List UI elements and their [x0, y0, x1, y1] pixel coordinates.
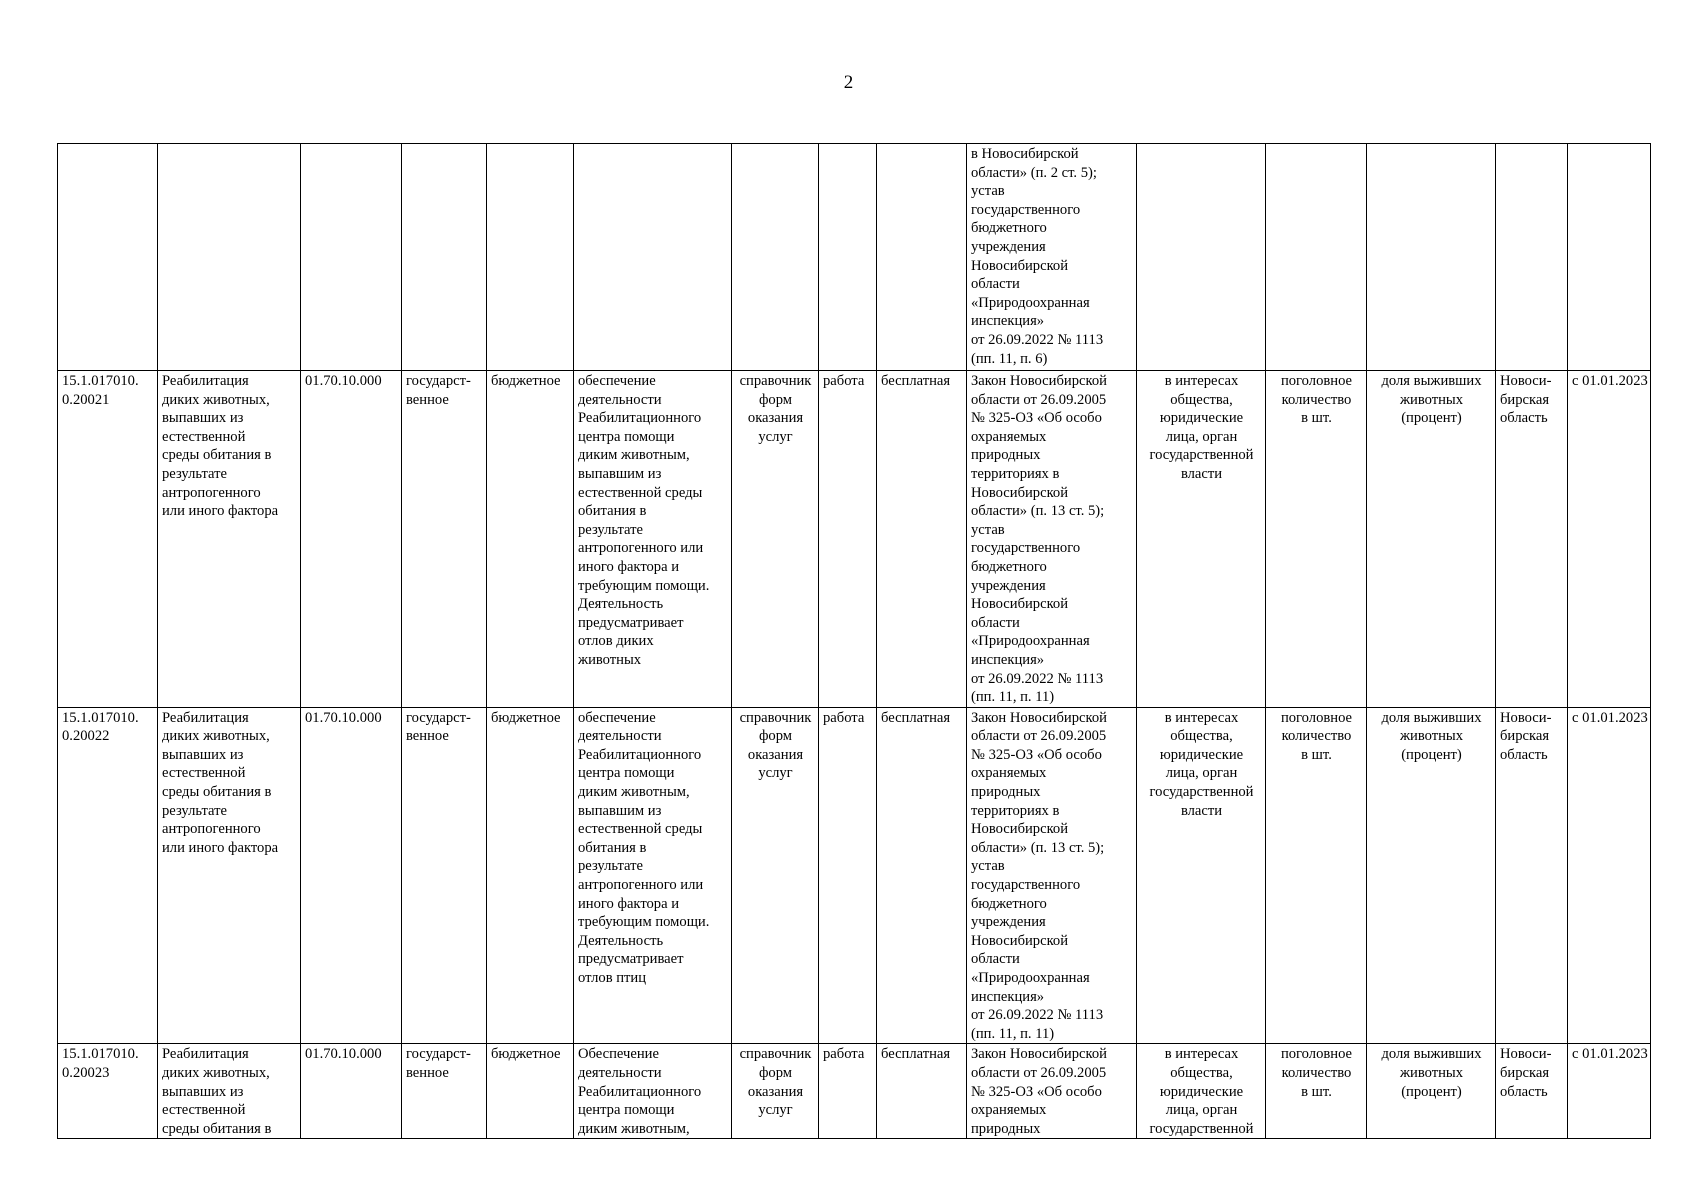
text-line: животных	[578, 651, 642, 668]
text-line: справочник	[739, 1046, 812, 1063]
text-line: справочник	[739, 709, 812, 726]
quality-indicator-cell	[1367, 371, 1496, 708]
service-content-cell	[574, 1044, 732, 1139]
text-line: устав	[971, 858, 1005, 875]
text-line: диким животным,	[578, 784, 690, 801]
text-line: доля выживших	[1381, 1046, 1482, 1063]
text-line: в интересах	[1164, 373, 1239, 389]
text-line: природных	[971, 447, 1041, 464]
table-row	[58, 144, 1651, 371]
text-line: бюджетное	[491, 1046, 561, 1063]
quality-indicator-cell	[1367, 1044, 1496, 1139]
text-line: отлов диких	[578, 633, 654, 650]
text-line: области от 26.09.2005	[971, 391, 1107, 408]
text-line: работа	[823, 373, 865, 389]
text-line: в шт.	[1301, 410, 1332, 427]
text-line: области» (п. 13 ст. 5);	[971, 839, 1105, 856]
text-line: (пп. 11, п. 11)	[971, 689, 1055, 706]
text-line: в интересах	[1164, 709, 1239, 726]
service-type-cell	[402, 1044, 487, 1139]
institution-type-cell	[487, 371, 574, 708]
service-content-cell	[574, 707, 732, 1044]
volume-indicator-cell	[1266, 1044, 1367, 1139]
text-line: среды обитания в	[162, 447, 272, 464]
text-line: области от 26.09.2005	[971, 1064, 1107, 1081]
text-line: государст-	[406, 1046, 471, 1063]
legal-basis-cell	[967, 1044, 1137, 1139]
text-line: природных	[971, 1120, 1041, 1137]
start-date-cell	[1568, 707, 1651, 1044]
text-line: 15.1.017010.	[62, 1046, 139, 1063]
service-name-cell	[158, 371, 301, 708]
text-line: области	[971, 614, 1020, 631]
text-line: форм	[758, 728, 793, 745]
text-line: венное	[406, 391, 449, 408]
text-line: естественной среды	[578, 484, 703, 501]
text-line: количество	[1281, 391, 1352, 408]
text-line: инспекция»	[971, 988, 1045, 1005]
text-line: от 26.09.2022 № 1113	[971, 331, 1104, 348]
text-line: 0.20023	[62, 1064, 110, 1081]
text-line: Новоси-	[1500, 373, 1552, 389]
consumers-cell	[1137, 1044, 1266, 1139]
text-line: Новоси-	[1500, 1046, 1552, 1063]
text-line: бирская	[1500, 391, 1550, 408]
text-line: государственного	[971, 540, 1081, 557]
text-line: доля выживших	[1381, 709, 1482, 726]
text-line: выпавших из	[162, 1083, 244, 1100]
text-line: Новосибирской	[971, 484, 1069, 501]
text-line: деятельности	[578, 1064, 662, 1081]
text-line: территориях в	[971, 802, 1060, 819]
text-line: учреждения	[971, 914, 1046, 931]
text-line: Новосибирской	[971, 821, 1069, 838]
text-line: иного фактора и	[578, 895, 680, 912]
okved-code-cell	[301, 144, 402, 371]
text-line: № 325-ОЗ «Об особо	[971, 410, 1102, 427]
text-line: 0.20022	[62, 728, 110, 745]
service-name-cell	[158, 707, 301, 1044]
text-line: в шт.	[1301, 746, 1332, 763]
text-line: инспекция»	[971, 651, 1045, 668]
text-line: юридические	[1159, 1083, 1244, 1100]
text-line: (процент)	[1401, 1083, 1462, 1100]
text-line: 01.70.10.000	[305, 709, 382, 726]
text-line: поголовное	[1280, 1046, 1353, 1063]
region-cell	[1496, 707, 1568, 1044]
text-line: диких животных,	[162, 728, 270, 745]
service-code-cell	[58, 1044, 158, 1139]
text-line: антропогенного	[162, 821, 261, 838]
start-date-cell	[1568, 371, 1651, 708]
category-cell	[819, 144, 877, 371]
text-line: Новосибирской	[971, 932, 1069, 949]
text-line: выпавших из	[162, 410, 244, 427]
text-line: лица, орган	[1165, 1102, 1238, 1119]
text-line: иного фактора и	[578, 558, 680, 575]
text-line: Обеспечение	[578, 1046, 659, 1063]
text-line: общества,	[1170, 391, 1233, 408]
text-line: общества,	[1170, 728, 1233, 745]
institution-type-cell	[487, 1044, 574, 1139]
text-line: юридические	[1159, 746, 1244, 763]
text-line: количество	[1281, 1064, 1352, 1081]
volume-indicator-cell	[1266, 707, 1367, 1044]
registry-table	[57, 143, 1651, 1139]
text-line: услуг	[758, 765, 793, 782]
service-name-cell	[158, 144, 301, 371]
text-line: форм	[758, 391, 793, 408]
text-line: «Природоохранная	[971, 294, 1090, 311]
page-number: 2	[843, 72, 854, 93]
text-line: обитания в	[578, 503, 647, 520]
text-line: с 01.01.2023	[1572, 1046, 1648, 1063]
region-cell	[1496, 371, 1568, 708]
text-line: выпавшим из	[578, 465, 662, 482]
text-line: Деятельность	[578, 932, 664, 949]
text-line: бюджетного	[971, 558, 1047, 575]
text-line: Новосибирской	[971, 257, 1069, 274]
text-line: Реабилитационного	[578, 746, 702, 763]
text-line: государственного	[971, 877, 1081, 894]
text-line: от 26.09.2022 № 1113	[971, 1007, 1104, 1024]
text-line: форм	[758, 1064, 793, 1081]
text-line: центра помощи	[578, 428, 675, 445]
text-line: (пп. 11, п. 6)	[971, 350, 1048, 367]
text-line: 01.70.10.000	[305, 373, 382, 389]
text-line: результате	[162, 465, 227, 482]
service-name-cell	[158, 1044, 301, 1139]
text-line: государственного	[971, 201, 1081, 218]
quality-indicator-cell	[1367, 707, 1496, 1044]
text-line: антропогенного или	[578, 540, 704, 557]
text-line: обитания в	[578, 839, 647, 856]
text-line: учреждения	[971, 577, 1046, 594]
region-cell	[1496, 144, 1568, 371]
service-code-cell	[58, 707, 158, 1044]
text-line: государст-	[406, 373, 471, 389]
text-line: Деятельность	[578, 596, 664, 613]
text-line: природных	[971, 784, 1041, 801]
text-line: Закон Новосибирской	[971, 709, 1107, 726]
text-line: естественной	[162, 428, 246, 445]
fee-cell	[877, 1044, 967, 1139]
volume-indicator-cell	[1266, 371, 1367, 708]
service-content-cell	[574, 371, 732, 708]
fee-cell	[877, 371, 967, 708]
consumers-cell	[1137, 371, 1266, 708]
text-line: охраняемых	[971, 765, 1047, 782]
category-cell	[819, 1044, 877, 1139]
okved-code-cell	[301, 707, 402, 1044]
region-cell	[1496, 1044, 1568, 1139]
text-line: устав	[971, 521, 1005, 538]
text-line: обеспечение	[578, 373, 656, 389]
text-line: оказания	[747, 1083, 804, 1100]
text-line: юридические	[1159, 410, 1244, 427]
text-line: предусматривает	[578, 614, 684, 631]
text-line: бирская	[1500, 1064, 1550, 1081]
text-line: бесплатная	[881, 1046, 951, 1063]
text-line: бюджетного	[971, 220, 1047, 237]
text-line: Реабилитационного	[578, 1083, 702, 1100]
okved-code-cell	[301, 371, 402, 708]
text-line: отлов птиц	[578, 970, 647, 986]
text-line: охраняемых	[971, 1102, 1047, 1119]
volume-indicator-cell	[1266, 144, 1367, 371]
quality-indicator-cell	[1367, 144, 1496, 371]
unit-cell	[732, 1044, 819, 1139]
text-line: Новоси-	[1500, 709, 1552, 726]
text-line: работа	[823, 709, 865, 726]
text-line: область	[1500, 746, 1548, 763]
text-line: требующим помощи.	[578, 914, 710, 931]
text-line: Закон Новосибирской	[971, 373, 1107, 389]
legal-basis-cell	[967, 371, 1137, 708]
text-line: территориях в	[971, 465, 1060, 482]
unit-cell	[732, 144, 819, 371]
text-line: Реабилитация	[162, 373, 249, 389]
text-line: услуг	[758, 1102, 793, 1119]
text-line: «Природоохранная	[971, 633, 1090, 650]
start-date-cell	[1568, 144, 1651, 371]
table-row	[58, 1044, 1651, 1139]
text-line: инспекция»	[971, 313, 1045, 330]
text-line: от 26.09.2022 № 1113	[971, 670, 1104, 687]
text-line: антропогенного или	[578, 877, 704, 894]
text-line: предусматривает	[578, 951, 684, 968]
text-line: устав	[971, 183, 1005, 200]
text-line: Закон Новосибирской	[971, 1046, 1107, 1063]
service-type-cell	[402, 707, 487, 1044]
institution-type-cell	[487, 707, 574, 1044]
okved-code-cell	[301, 1044, 402, 1139]
fee-cell	[877, 144, 967, 371]
institution-type-cell	[487, 144, 574, 371]
start-date-cell	[1568, 1044, 1651, 1139]
fee-cell	[877, 707, 967, 1044]
text-line: № 325-ОЗ «Об особо	[971, 1083, 1102, 1100]
text-line: (пп. 11, п. 11)	[971, 1025, 1055, 1042]
text-line: выпавшим из	[578, 802, 662, 819]
category-cell	[819, 707, 877, 1044]
text-line: область	[1500, 410, 1548, 427]
unit-cell	[732, 707, 819, 1044]
text-line: 15.1.017010.	[62, 709, 139, 726]
text-line: венное	[406, 1064, 449, 1081]
text-line: с 01.01.2023	[1572, 709, 1648, 726]
text-line: животных	[1399, 1064, 1464, 1081]
unit-cell	[732, 371, 819, 708]
text-line: государственной	[1149, 447, 1254, 464]
text-line: Новосибирской	[971, 596, 1069, 613]
text-line: работа	[823, 1046, 865, 1063]
consumers-cell	[1137, 144, 1266, 371]
text-line: лица, орган	[1165, 765, 1238, 782]
text-line: оказания	[747, 410, 804, 427]
text-line: в интересах	[1164, 1046, 1239, 1063]
service-code-cell	[58, 144, 158, 371]
text-line: поголовное	[1280, 709, 1353, 726]
text-line: Реабилитация	[162, 1046, 249, 1063]
text-line: охраняемых	[971, 428, 1047, 445]
text-line: государст-	[406, 709, 471, 726]
text-line: Реабилитационного	[578, 410, 702, 427]
text-line: поголовное	[1280, 373, 1353, 389]
text-line: области» (п. 13 ст. 5);	[971, 503, 1105, 520]
text-line: центра помощи	[578, 765, 675, 782]
text-line: венное	[406, 728, 449, 745]
text-line: области от 26.09.2005	[971, 728, 1107, 745]
text-line: бесплатная	[881, 709, 951, 726]
text-line: естественной	[162, 765, 246, 782]
text-line: общества,	[1170, 1064, 1233, 1081]
text-line: 01.70.10.000	[305, 1046, 382, 1063]
text-line: количество	[1281, 728, 1352, 745]
text-line: в Новосибирской	[971, 146, 1079, 162]
service-content-cell	[574, 144, 732, 371]
text-line: выпавших из	[162, 746, 244, 763]
text-line: 15.1.017010.	[62, 373, 139, 389]
text-line: обеспечение	[578, 709, 656, 726]
text-line: среды обитания в	[162, 784, 272, 801]
legal-basis-cell	[967, 144, 1137, 371]
text-line: (процент)	[1401, 746, 1462, 763]
text-line: животных	[1399, 391, 1464, 408]
text-line: диким животным,	[578, 1120, 690, 1137]
text-line: области	[971, 276, 1020, 293]
text-line: или иного фактора	[162, 503, 279, 520]
text-line: в шт.	[1301, 1083, 1332, 1100]
text-line: антропогенного	[162, 484, 261, 501]
text-line: государственной	[1149, 1120, 1254, 1137]
text-line: с 01.01.2023	[1572, 373, 1648, 389]
text-line: справочник	[739, 373, 812, 389]
legal-basis-cell	[967, 707, 1137, 1044]
text-line: диких животных,	[162, 1064, 270, 1081]
text-line: бирская	[1500, 728, 1550, 745]
text-line: среды обитания в	[162, 1120, 272, 1137]
text-line: государственной	[1149, 784, 1254, 801]
text-line: естественной среды	[578, 821, 703, 838]
table-row	[58, 707, 1651, 1044]
text-line: требующим помощи.	[578, 577, 710, 594]
text-line: области» (п. 2 ст. 5);	[971, 164, 1097, 181]
text-line: области	[971, 951, 1020, 968]
consumers-cell	[1137, 707, 1266, 1044]
text-line: результате	[578, 858, 643, 875]
text-line: результате	[162, 802, 227, 819]
category-cell	[819, 371, 877, 708]
text-line: центра помощи	[578, 1102, 675, 1119]
text-line: бюджетного	[971, 895, 1047, 912]
text-line: область	[1500, 1083, 1548, 1100]
text-line: лица, орган	[1165, 428, 1238, 445]
text-line: бюджетное	[491, 373, 561, 389]
text-line: доля выживших	[1381, 373, 1482, 389]
text-line: бюджетное	[491, 709, 561, 726]
text-line: деятельности	[578, 391, 662, 408]
text-line: оказания	[747, 746, 804, 763]
text-line: «Природоохранная	[971, 970, 1090, 986]
text-line: услуг	[758, 428, 793, 445]
text-line: власти	[1180, 802, 1223, 819]
text-line: или иного фактора	[162, 839, 279, 856]
text-line: диких животных,	[162, 391, 270, 408]
service-code-cell	[58, 371, 158, 708]
service-type-cell	[402, 371, 487, 708]
text-line: результате	[578, 521, 643, 538]
text-line: естественной	[162, 1102, 246, 1119]
text-line: деятельности	[578, 728, 662, 745]
text-line: бесплатная	[881, 373, 951, 389]
text-line: 0.20021	[62, 391, 110, 408]
text-line: власти	[1180, 465, 1223, 482]
table-row	[58, 371, 1651, 708]
text-line: диким животным,	[578, 447, 690, 464]
text-line: Реабилитация	[162, 709, 249, 726]
text-line: учреждения	[971, 238, 1046, 255]
text-line: (процент)	[1401, 410, 1462, 427]
text-line: № 325-ОЗ «Об особо	[971, 746, 1102, 763]
service-type-cell	[402, 144, 487, 371]
text-line: животных	[1399, 728, 1464, 745]
